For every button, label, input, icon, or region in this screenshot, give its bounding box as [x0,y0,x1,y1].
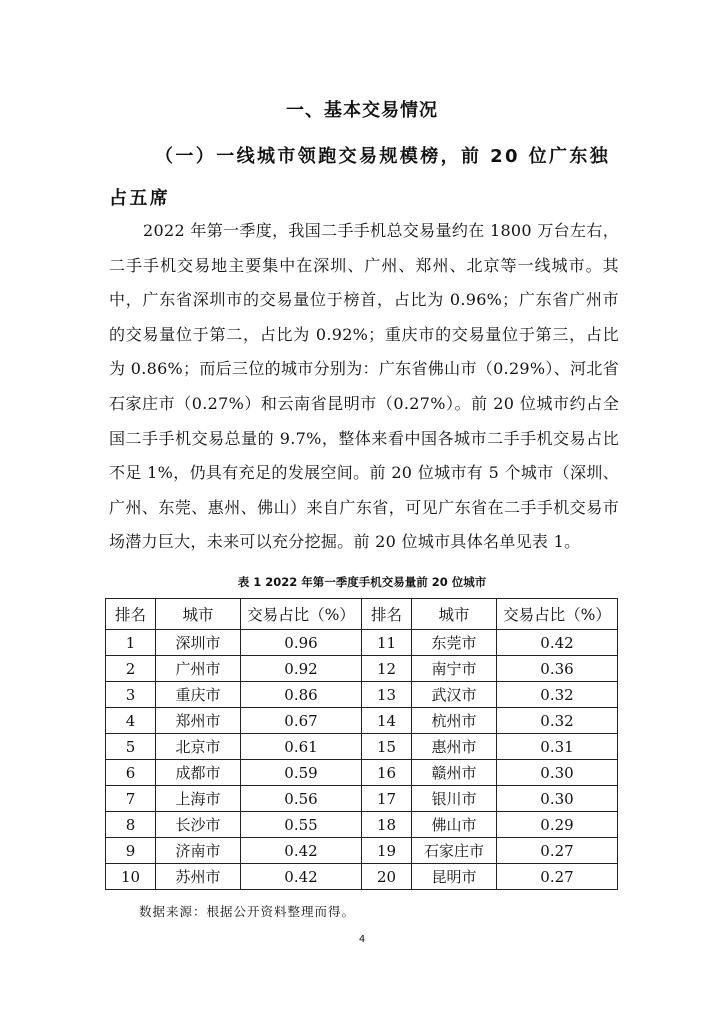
header-city: 城市 [156,599,241,630]
table-row [106,682,618,708]
cell-rank: 2 [106,656,156,682]
cell-share: 0.29 [497,812,618,838]
cell-share: 0.31 [497,734,618,760]
cell-share: 0.56 [241,786,362,812]
cell-rank: 7 [106,786,156,812]
cell-city: 苏州市 [156,864,241,890]
cell-city: 济南市 [156,838,241,864]
table-row [106,812,618,838]
cell-share: 0.55 [241,812,362,838]
source-note: 数据来源：根据公开资料整理而得。 [139,904,356,919]
cell-share: 0.59 [241,760,362,786]
cell-share: 0.92 [241,656,362,682]
table-row [106,708,618,734]
header-share: 交易占比（%） [241,599,362,630]
header-rank: 排名 [106,599,156,630]
cell-rank: 14 [362,708,412,734]
table-row [106,760,618,786]
cell-share: 0.42 [497,630,618,656]
cell-city: 昆明市 [412,864,497,890]
cell-rank: 9 [106,838,156,864]
cell-share: 0.42 [241,838,362,864]
cell-rank: 6 [106,760,156,786]
cell-share: 0.32 [497,682,618,708]
cell-city: 赣州市 [412,760,497,786]
cell-city: 银川市 [412,786,497,812]
cell-city: 上海市 [156,786,241,812]
cell-city: 广州市 [156,656,241,682]
cell-share: 0.96 [241,630,362,656]
cell-rank: 5 [106,734,156,760]
header-city: 城市 [412,599,497,630]
body-paragraph: 2022 年第一季度，我国二手手机总交易量约在 1800 万台左右，二手手机交易地主要集中在深圳、广州、郑州、北京等一线城市。其中，广东省深圳市的交易量位于榜首，占比为 0.96%；广东省广州市的交易量位于第二，占比为 0.92%；重庆市的交易量位于第三，占比为 0.86%；而后三位的城市分别为：广东省佛山市（0.29%）、河北省石家庄市（0.27%）和云南省昆明市（0.27%）。前 20 位城市约占全国二手手机交易总量的 9.7%，整体来看中国各城市二手手机交易占比不足 1%，仍具有充足的发展空间。前 20 位城市有 5 个城市（深圳、广州、东莞、惠州、佛山）来自广东省，可见广东省在二手手机交易市场潜力巨大，未来可以充分挖掘。前 20 位城市具体名单见表 1。 [109,221,619,552]
cell-rank: 8 [106,812,156,838]
cell-rank: 3 [106,682,156,708]
cell-city: 佛山市 [412,812,497,838]
cell-share: 0.30 [497,760,618,786]
cell-share: 0.27 [497,864,618,890]
cell-city: 长沙市 [156,812,241,838]
cell-city: 深圳市 [156,630,241,656]
cell-share: 0.36 [497,656,618,682]
cell-share: 0.30 [497,786,618,812]
city-ranking-table [105,598,618,890]
page-number: 4 [358,934,366,945]
cell-city: 成都市 [156,760,241,786]
table-row [106,786,618,812]
cell-rank: 20 [362,864,412,890]
table-header-row [106,599,618,630]
cell-rank: 10 [106,864,156,890]
subsection-title: （一）一线城市领跑交易规模榜，前 20 位广东独占五席 [109,146,611,209]
cell-city: 北京市 [156,734,241,760]
table-row [106,656,618,682]
cell-city: 杭州市 [412,708,497,734]
cell-city: 东莞市 [412,630,497,656]
cell-share: 0.32 [497,708,618,734]
cell-share: 0.67 [241,708,362,734]
table-row [106,734,618,760]
cell-rank: 4 [106,708,156,734]
cell-rank: 13 [362,682,412,708]
cell-rank: 19 [362,838,412,864]
cell-share: 0.61 [241,734,362,760]
cell-rank: 15 [362,734,412,760]
cell-share: 0.27 [497,838,618,864]
cell-rank: 18 [362,812,412,838]
cell-rank: 12 [362,656,412,682]
table-row [106,864,618,890]
table-row [106,838,618,864]
cell-share: 0.86 [241,682,362,708]
header-share: 交易占比（%） [497,599,618,630]
table-row [106,630,618,656]
cell-share: 0.42 [241,864,362,890]
section-title: 一、基本交易情况 [286,100,438,121]
cell-city: 武汉市 [412,682,497,708]
cell-city: 重庆市 [156,682,241,708]
table-caption: 表 1 2022 年第一季度手机交易量前 20 位城市 [237,575,487,589]
cell-rank: 16 [362,760,412,786]
cell-rank: 1 [106,630,156,656]
cell-city: 石家庄市 [412,838,497,864]
cell-rank: 11 [362,630,412,656]
cell-city: 南宁市 [412,656,497,682]
cell-city: 惠州市 [412,734,497,760]
cell-rank: 17 [362,786,412,812]
cell-city: 郑州市 [156,708,241,734]
header-rank: 排名 [362,599,412,630]
